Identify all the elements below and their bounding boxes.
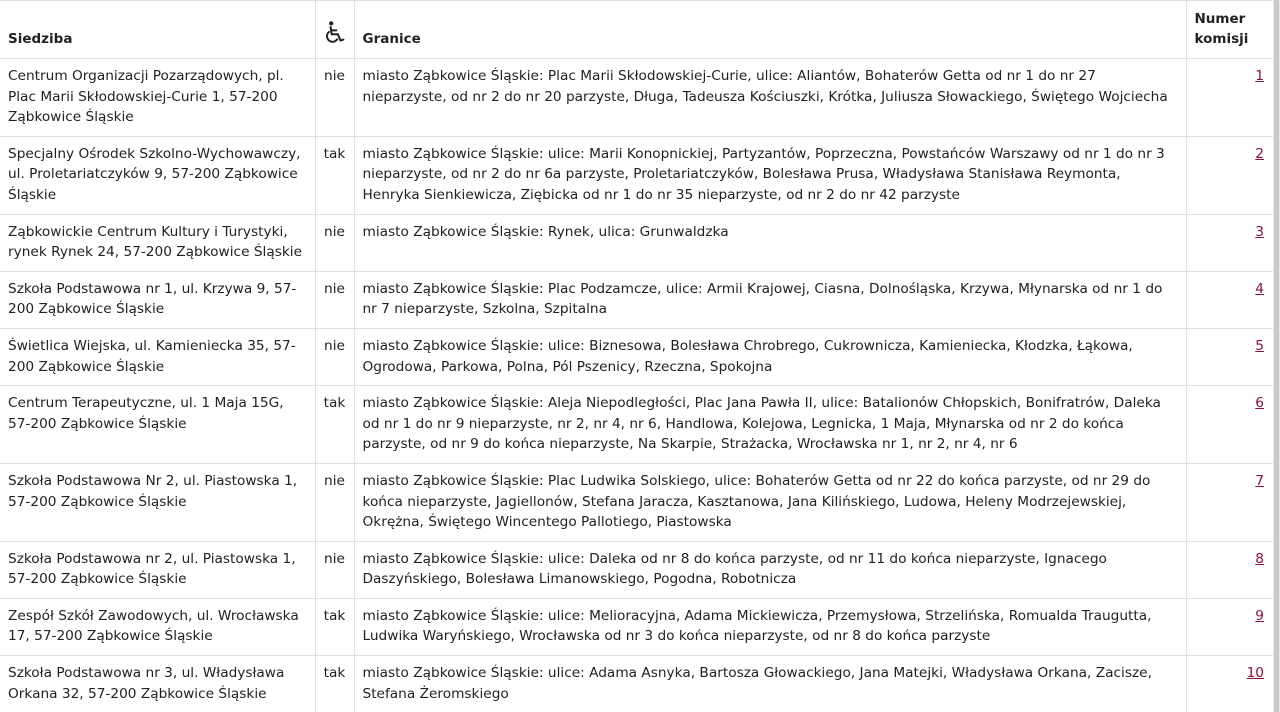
cell-numer-komisji <box>1186 386 1273 464</box>
commission-number-link[interactable]: 3 <box>1255 223 1264 240</box>
cell-accessibility: nie <box>315 541 354 598</box>
cell-siedziba: Zespół Szkół Zawodowych, ul. Wrocławska 17, 57-200 Ząbkowice Śląskie <box>0 598 315 655</box>
cell-numer-komisji <box>1186 656 1273 712</box>
cell-granice: miasto Ząbkowice Śląskie: Rynek, ulica: Grunwaldzka <box>354 214 1186 271</box>
cell-accessibility: tak <box>315 136 354 214</box>
table-row <box>0 271 1273 328</box>
commission-number-link[interactable]: 7 <box>1255 472 1264 489</box>
table-row <box>0 214 1273 271</box>
cell-granice: miasto Ząbkowice Śląskie: ulice: Daleka od nr 8 do końca parzyste, od nr 11 do końca nieparzyste, Ignacego Daszyńskiego, Bolesława Limanowskiego, Pogodna, Robotnicza <box>354 541 1186 598</box>
cell-numer-komisji <box>1186 598 1273 655</box>
commission-number-link[interactable]: 8 <box>1255 550 1264 567</box>
col-header-numer-komisji <box>1186 1 1273 59</box>
cell-accessibility: nie <box>315 214 354 271</box>
cell-accessibility: tak <box>315 386 354 464</box>
cell-siedziba: Szkoła Podstawowa nr 2, ul. Piastowska 1, 57-200 Ząbkowice Śląskie <box>0 541 315 598</box>
cell-numer-komisji <box>1186 541 1273 598</box>
table-body <box>0 59 1273 712</box>
commission-number-link[interactable]: 10 <box>1246 665 1264 682</box>
cell-numer-komisji <box>1186 271 1273 328</box>
table-header <box>0 1 1273 59</box>
cell-numer-komisji <box>1186 463 1273 541</box>
cell-siedziba: Świetlica Wiejska, ul. Kamieniecka 35, 57-200 Ząbkowice Śląskie <box>0 328 315 385</box>
col-header-siedziba: Siedziba <box>0 1 315 59</box>
vertical-scrollbar[interactable] <box>1273 0 1280 712</box>
cell-granice: miasto Ząbkowice Śląskie: ulice: Marii Konopnickiej, Partyzantów, Poprzeczna, Powstańców Warszawy od nr 1 do nr 3 nieparzyste, od nr 2 do nr 6a parzyste, Proletariatczyków, Bolesława Prusa, Władysława Stanisława Reymonta, Henryka Sienkiewicza, Ziębicka od nr 1 do nr 35 nieparzyste, od nr 2 do nr 42 parzyste <box>354 136 1186 214</box>
cell-accessibility: nie <box>315 271 354 328</box>
commission-number-link[interactable]: 2 <box>1255 145 1264 162</box>
cell-siedziba: Specjalny Ośrodek Szkolno-Wychowawczy, ul. Proletariatczyków 9, 57-200 Ząbkowice Śląskie <box>0 136 315 214</box>
cell-siedziba: Szkoła Podstawowa nr 3, ul. Władysława Orkana 32, 57-200 Ząbkowice Śląskie <box>0 656 315 712</box>
table-row <box>0 463 1273 541</box>
commission-number-link[interactable]: 6 <box>1255 395 1264 412</box>
commission-number-link[interactable]: 4 <box>1255 280 1264 297</box>
table-row <box>0 541 1273 598</box>
cell-granice: miasto Ząbkowice Śląskie: Plac Marii Skłodowskiej-Curie, ulice: Aliantów, Bohaterów Getta od nr 1 do nr 27 nieparzyste, od nr 2 do nr 20 parzyste, Długa, Tadeusza Kościuszki, Krótka, Juliusza Słowackiego, Świętego Wojciecha <box>354 59 1186 137</box>
cell-accessibility: tak <box>315 598 354 655</box>
cell-granice: miasto Ząbkowice Śląskie: Plac Ludwika Solskiego, ulice: Bohaterów Getta od nr 22 do końca parzyste, od nr 29 do końca nieparzyste, Jagiellonów, Stefana Jaracza, Kasztanowa, Jana Kilińskiego, Ludowa, Heleny Modrzejewskiej, Okrężna, Świętego Wincentego Pallotiego, Piastowska <box>354 463 1186 541</box>
col-header-granice: Granice <box>354 1 1186 59</box>
commission-number-link[interactable]: 1 <box>1255 68 1264 84</box>
cell-numer-komisji <box>1186 136 1273 214</box>
cell-siedziba: Centrum Organizacji Pozarządowych, pl. Plac Marii Skłodowskiej-Curie 1, 57-200 Ząbkowice Śląskie <box>0 59 315 137</box>
cell-accessibility: nie <box>315 328 354 385</box>
cell-siedziba: Szkoła Podstawowa Nr 2, ul. Piastowska 1, 57-200 Ząbkowice Śląskie <box>0 463 315 541</box>
cell-granice: miasto Ząbkowice Śląskie: Plac Podzamcze, ulice: Armii Krajowej, Ciasna, Dolnośląska, Krzywa, Młynarska od nr 1 do nr 7 nieparzyste, Szkolna, Szpitalna <box>354 271 1186 328</box>
header-row <box>0 1 1273 59</box>
cell-numer-komisji <box>1186 59 1273 137</box>
table-row <box>0 656 1273 712</box>
table-row <box>0 598 1273 655</box>
table-row <box>0 136 1273 214</box>
cell-accessibility: nie <box>315 59 354 137</box>
col-header-numer-line1: Numer <box>1194 11 1246 27</box>
commission-number-link[interactable]: 9 <box>1255 607 1264 624</box>
table-row <box>0 386 1273 464</box>
cell-siedziba: Szkoła Podstawowa nr 1, ul. Krzywa 9, 57-200 Ząbkowice Śląskie <box>0 271 315 328</box>
table-row <box>0 59 1273 137</box>
col-header-numer-line2: komisji <box>1194 31 1249 47</box>
cell-granice: miasto Ząbkowice Śląskie: Aleja Niepodległości, Plac Jana Pawła II, ulice: Batalionów Chłopskich, Bonifratrów, Daleka od nr 1 do nr 9 nieparzyste, nr 2, nr 4, nr 6, Handlowa, Kolejowa, Legnicka, 1 Maja, Młynarska od nr 2 do końca parzyste, od nr 9 do końca nieparzyste, Na Skarpie, Strażacka, Wrocławska nr 1, nr 2, nr 4, nr 6 <box>354 386 1186 464</box>
table-row <box>0 328 1273 385</box>
cell-accessibility: nie <box>315 463 354 541</box>
cell-granice: miasto Ząbkowice Śląskie: ulice: Biznesowa, Bolesława Chrobrego, Cukrownicza, Kamieniecka, Kłodzka, Łąkowa, Ogrodowa, Parkowa, Polna, Pól Pszenicy, Rzeczna, Spokojna <box>354 328 1186 385</box>
cell-numer-komisji <box>1186 328 1273 385</box>
wheelchair-icon <box>325 21 345 49</box>
cell-siedziba: Ząbkowickie Centrum Kultury i Turystyki, rynek Rynek 24, 57-200 Ząbkowice Śląskie <box>0 214 315 271</box>
commission-number-link[interactable]: 5 <box>1255 337 1264 354</box>
cell-accessibility: tak <box>315 656 354 712</box>
cell-siedziba: Centrum Terapeutyczne, ul. 1 Maja 15G, 57-200 Ząbkowice Śląskie <box>0 386 315 464</box>
cell-numer-komisji <box>1186 214 1273 271</box>
col-header-accessibility <box>315 1 354 59</box>
cell-granice: miasto Ząbkowice Śląskie: ulice: Melioracyjna, Adama Mickiewicza, Przemysłowa, Strzelińska, Romualda Traugutta, Ludwika Waryńskiego, Wrocławska od nr 3 do końca nieparzyste, od nr 8 do końca parzyste <box>354 598 1186 655</box>
cell-granice: miasto Ząbkowice Śląskie: ulice: Adama Asnyka, Bartosza Głowackiego, Jana Matejki, Władysława Orkana, Zacisze, Stefana Żeromskiego <box>354 656 1186 712</box>
scrollbar-thumb[interactable] <box>1274 0 1279 712</box>
